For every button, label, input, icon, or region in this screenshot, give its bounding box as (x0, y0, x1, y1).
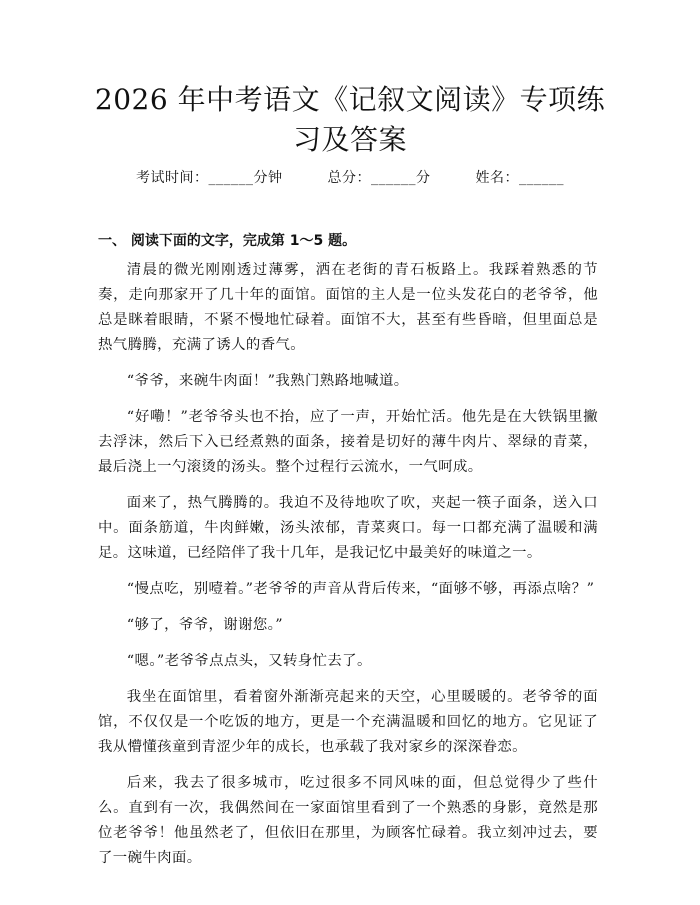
paragraph-8: 我坐在面馆里，看着窗外渐渐亮起来的天空，心里暖暖的。老爷爷的面馆，不仅仅是一个吃饭的地方，更是一个充满温暖和回忆的地方。它见证了我从懵懂孩童到青涩少年的成长，也承载了我对家乡的深深眷恋。 (98, 689, 598, 755)
section-heading: 一、 阅读下面的文字，完成第 1～5 题。 (98, 233, 357, 249)
paragraph-7: “嗯。”老爷爷点点头，又转身忙去了。 (126, 653, 372, 669)
paragraph-2: “爷爷，来碗牛肉面！”我熟门熟路地喊道。 (126, 373, 409, 389)
paragraph-5: “慢点吃，别噎着。”老爷爷的声音从背后传来，“面够不够，再添点啥？” (126, 581, 595, 597)
paragraph-4: 面来了，热气腾腾的。我迫不及待地吹了吹，夹起一筷子面条，送入口中。面条筋道，牛肉鲜嫩，汤头浓郁，青菜爽口。每一口都充满了温暖和满足。这味道，已经陪伴了我十几年，是我记忆中最美好的味道之一。 (98, 495, 598, 561)
exam-info-line (0, 167, 700, 187)
total-score: 总分：______分 (327, 170, 431, 186)
paragraph-6: “够了，爷爷，谢谢您。” (126, 617, 284, 633)
reading-passage (98, 258, 598, 882)
page-title: 2026 年中考语文《记叙文阅读》专项练习及答案 (94, 83, 606, 156)
paragraph-1: 清晨的微光刚刚透过薄雾，洒在老街的青石板路上。我踩着熟悉的节奏，走向那家开了几十年的面馆。面馆的主人是一位头发花白的老爷爷，他总是眯着眼睛，不紧不慢地忙碌着。面馆不大，甚至有些昏暗，但里面总是热气腾腾，充满了诱人的香气。 (98, 262, 598, 353)
paragraph-9: 后来，我去了很多城市，吃过很多不同风味的面，但总觉得少了些什么。直到有一次，我偶然间在一家面馆里看到了一个熟悉的身影，竟然是那位老爷爷！他虽然老了，但依旧在那里，为顾客忙碌着。我立刻冲过去，要了一碗牛肉面。 (98, 775, 598, 866)
paragraph-3: “好嘞！”老爷爷头也不抬，应了一声，开始忙活。他先是在大铁锅里撇去浮沫，然后下入已经煮熟的面条，接着是切好的薄牛肉片、翠绿的青菜，最后浇上一勺滚烫的汤头。整个过程行云流水，一气呵成。 (98, 409, 598, 475)
student-name: 姓名：______ (475, 170, 564, 186)
exam-time: 考试时间：______分钟 (136, 170, 283, 186)
